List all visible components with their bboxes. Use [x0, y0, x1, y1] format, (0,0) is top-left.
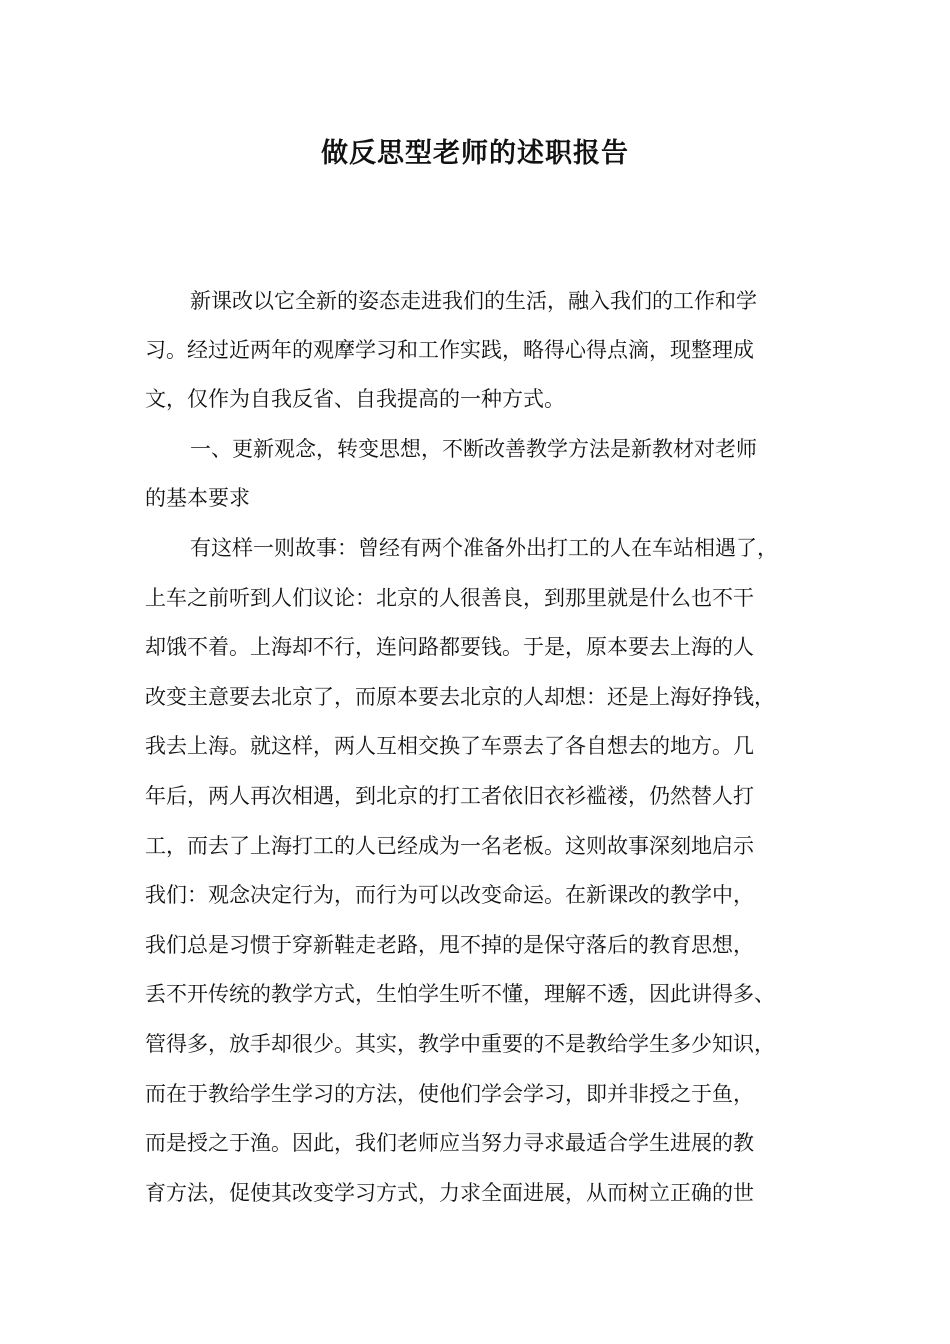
paragraph-line: 管得多，放手却很少。其实，教学中重要的不是教给学生多少知识， — [145, 1032, 775, 1056]
paragraph-line: 改变主意要去北京了，而原本要去北京的人却想：还是上海好挣钱， — [145, 685, 775, 709]
paragraph-line: 我去上海。就这样，两人互相交换了车票去了各自想去的地方。几 — [145, 734, 754, 758]
paragraph-line: 上车之前听到人们议论：北京的人很善良，到那里就是什么也不干 — [145, 586, 754, 610]
paragraph-line: 我们：观念决定行为，而行为可以改变命运。在新课改的教学中， — [145, 883, 754, 907]
paragraph-line: 育方法，促使其改变学习方式，力求全面进展，从而树立正确的世 — [145, 1181, 754, 1205]
paragraph-line: 我们总是习惯于穿新鞋走老路，甩不掉的是保守落后的教育思想， — [145, 933, 754, 957]
paragraph-line: 年后，两人再次相遇，到北京的打工者依旧衣衫褴褛，仍然替人打 — [145, 784, 754, 808]
paragraph-line: 而是授之于渔。因此，我们老师应当努力寻求最适合学生进展的教 — [145, 1131, 754, 1155]
paragraph-line: 却饿不着。上海却不行，连问路都要钱。于是，原本要去上海的人 — [145, 635, 754, 659]
paragraph-line: 丢不开传统的教学方式，生怕学生听不懂，理解不透，因此讲得多、 — [145, 982, 775, 1006]
section-heading-line: 的基本要求 — [145, 486, 250, 510]
paragraph-line: 文，仅作为自我反省、自我提高的一种方式。 — [145, 387, 565, 411]
paragraph-line: 工，而去了上海打工的人已经成为一名老板。这则故事深刻地启示 — [145, 834, 754, 858]
document-title: 做反思型老师的述职报告 — [321, 138, 629, 169]
paragraph-line: 而在于教给学生学习的方法，使他们学会学习，即并非授之于鱼， — [145, 1082, 754, 1106]
paragraph-line: 有这样一则故事：曾经有两个准备外出打工的人在车站相遇了， — [190, 536, 778, 560]
paragraph-line: 新课改以它全新的姿态走进我们的生活，融入我们的工作和学 — [190, 289, 757, 313]
section-heading-line: 一、更新观念，转变思想，不断改善教学方法是新教材对老师 — [190, 437, 757, 461]
paragraph-line: 习。经过近两年的观摩学习和工作实践，略得心得点滴，现整理成 — [145, 338, 754, 362]
